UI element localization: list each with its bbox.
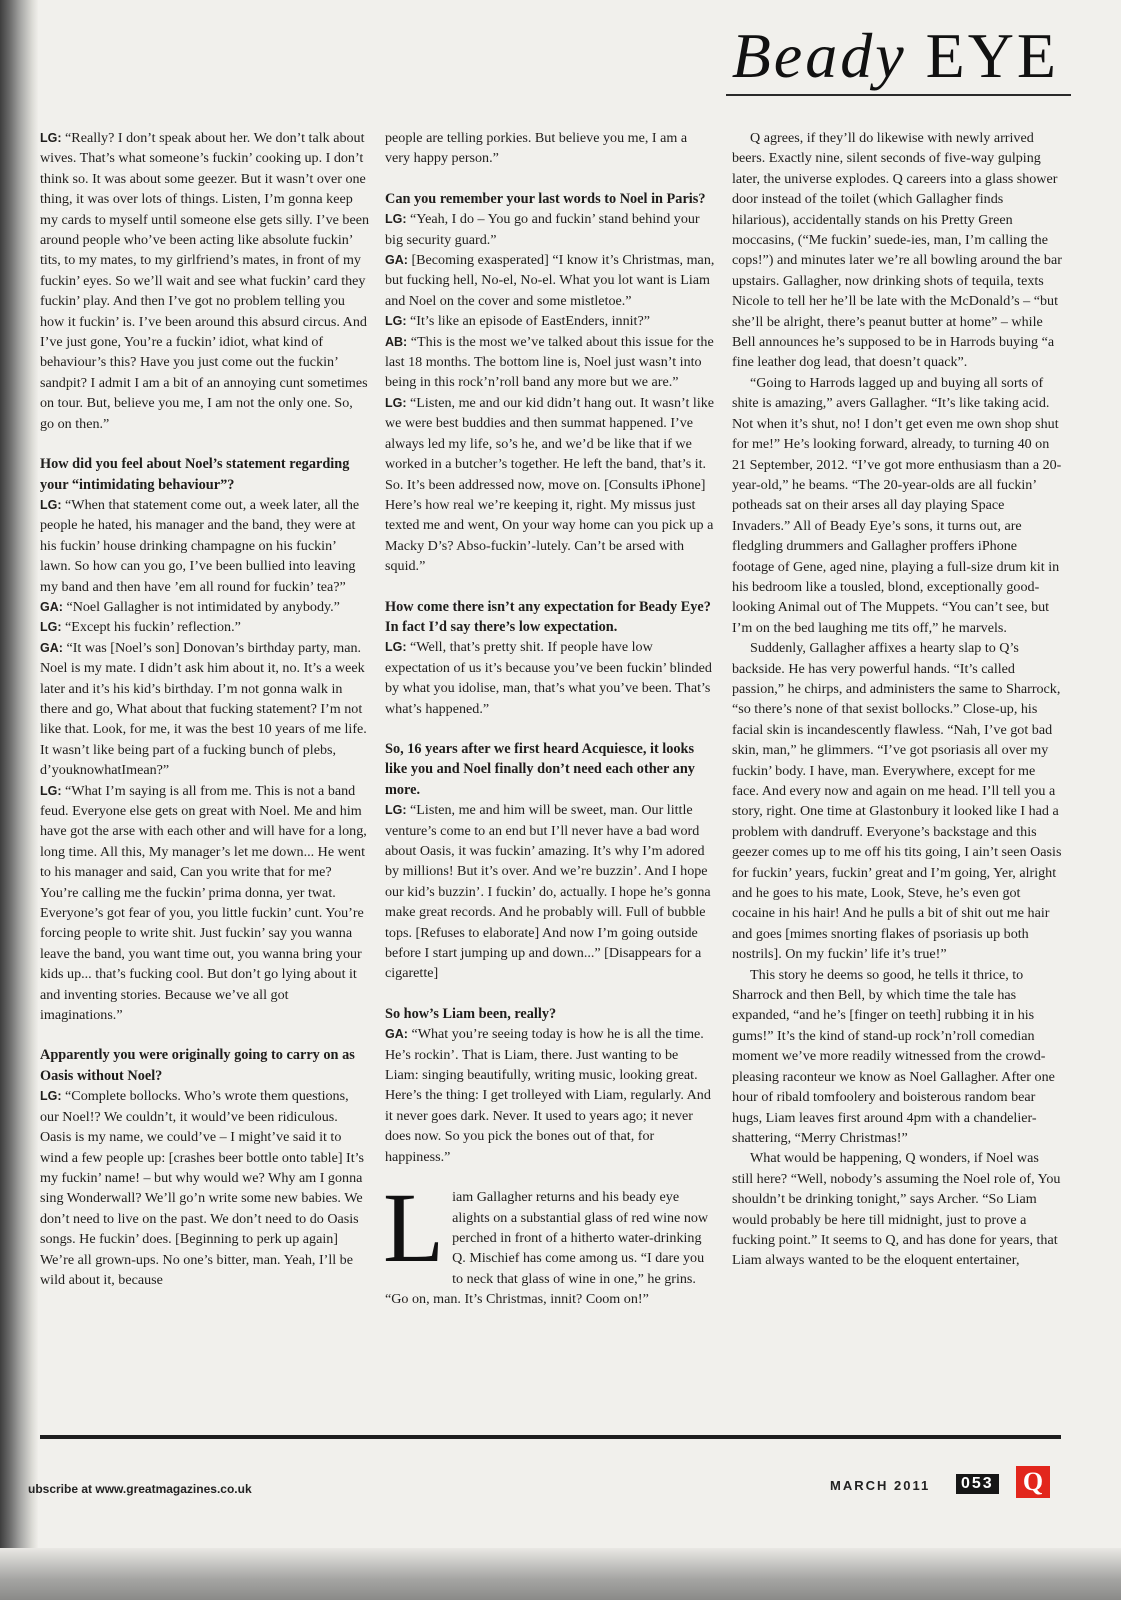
speaker-label: LG:: [385, 395, 407, 410]
article-column-3: [732, 128, 1062, 1271]
speaker-label: GA:: [385, 253, 408, 268]
narrative-paragraph: What would be happening, Q wonders, if Noel was still here? “Well, nobody’s assuming the Noel role of, You shouldn’t be drinking tonight,” says Archer. “So Liam would probably be here till midnight, just to prove a fucking point.” It seems to Q, and has done for years, that Liam always wanted to be the eloquent entertainer,: [732, 1150, 1061, 1269]
answer-text: “What you’re seeing today is how he is all the time. He’s rockin’. That is Liam, there. Just wanting to be Liam: singing beautifully, writing music, looking great. Here’s the thing: I get trolleyed with Liam, regularly. And it never goes dark. Never. It used to years ago; it never does now. So you pick the bones out of that, for happiness.”: [385, 1026, 711, 1165]
article-column-2: [385, 128, 715, 1310]
interview-answer: [385, 1024, 715, 1167]
interview-answer: [40, 495, 370, 597]
narrative-paragraph: “Going to Harrods lagged up and buying all sorts of shite is amazing,” avers Gallagher. “It’s like taking acid. Not when it’s shut, no! I don’t get even me own shop shut for me!” He’s looking forward, already, to turning 40 on 21 September, 2012. “I’ve got more enthusiasm than a 20-year-old,” he beams. “The 20-year-olds are all fuckin’ potheads sat on their arses all day playing Space Invaders.” All of Beady Eye’s sons, it turns out, are fledgling drummers and Gallagher proffers iPhone footage of Gene, aged nine, playing a full-size drum kit in his bedroom like a tousled, blond, exceptionally good-looking Animal out of The Muppets. “You can’t see, but I’m on the bed laughing me tits off,” he marvels.: [732, 374, 1062, 636]
interview-answer: [385, 209, 715, 250]
speaker-label: LG:: [40, 497, 62, 512]
answer-text: “Yeah, I do – You go and fuckin’ stand behind your big security guard.”: [385, 211, 700, 248]
paragraph-gap: [385, 719, 715, 739]
interview-answer: [385, 332, 715, 393]
section-title: [732, 20, 1059, 92]
speaker-label: GA:: [40, 599, 63, 614]
footer-rule: [40, 1435, 1061, 1439]
article-column-1: [40, 128, 370, 1290]
interview-answer: [40, 597, 370, 617]
answer-text: “When that statement come out, a week later, all the people he hated, his manager and the band, they were at his fuckin’ house drinking champagne on his fuckin’ lawn. So how can you go, I’ve been bullied into leaving my band and then have ’em all round for fuckin’ tea?”: [40, 496, 360, 595]
answer-text: “This is the most we’ve talked about this issue for the last 18 months. The bottom line is, Noel just wasn’t into being in this rock’n’roll band any more but we are.”: [385, 333, 714, 391]
interview-question: Apparently you were originally going to carry on as Oasis without Noel?: [40, 1047, 355, 1084]
interview-answer: [385, 311, 715, 331]
answer-text: “Really? I don’t speak about her. We don’t talk about wives. That’s what someone’s fuckin’ cooking up. I don’t think so. It was about some geezer. But it wasn’t over one thing, it was over lots of things. Listen, I’m gonna keep my cards to myself until someone else gets silly. I’ve been around people who’ve been acting like absolute fuckin’ tits, to my mates, to my girlfriend’s mates, in front of my fuckin’ eyes. So we’ll wait and see what fuckin’ card they fuckin’ play. And then I’ve got no problem telling you how it fuckin’ is. I’ve been around this absurd circus. And I’ve just gone, You’re a fuckin’ idiot, what kind of behaviour’s this? Have you just come out the fuckin’ sandpit? I admit I am a bit of an annoying cunt sometimes on tour. But, believe you me, I am not the only one. So, go on then.”: [40, 130, 370, 432]
answer-text: “Noel Gallagher is not intimidated by anybody.”: [62, 598, 340, 615]
speaker-label: LG:: [385, 212, 407, 227]
page-gutter-shadow: [0, 0, 38, 1600]
q-magazine-logo: Q: [1016, 1466, 1050, 1498]
speaker-label: LG:: [385, 640, 407, 655]
speaker-label: LG:: [40, 783, 62, 798]
interview-answer: [40, 638, 370, 781]
speaker-label: LG:: [385, 803, 407, 818]
answer-text: “Listen, me and our kid didn’t hang out. It wasn’t like we were best buddies and then summat happened. I’ve always led my life, so’s he, and we’d be like that if we worked in a butcher’s together. He left the band, that’s it. So. It’s been addressed now, move on. [Consults iPhone] Here’s how real we’re keeping it, right. My missus just texted me and went, On your way home can you pick up a Macky D’s? Abso-fuckin’-lutely. Can’t be arsed with squid.”: [385, 394, 715, 575]
drop-cap: L: [383, 1172, 445, 1284]
answer-text: “Complete bollocks. Who’s wrote them questions, our Noel!? We couldn’t, it would’ve been ridiculous. Oasis is my name, we could’ve – I might’ve said it to wind a few people up: [crashes beer bottle onto table] It’s my fuckin’ name! – but why would we? Why am I gonna sing Wonderwall? We’ll go’n write some new babies. We don’t need to live on the past. We don’t need to do Oasis songs. He fuckin’ does. [Beginning to perk up again] We’re all grown-ups. No one’s bitter, man. Yeah, I’ll be wild about it, because: [40, 1088, 365, 1288]
answer-text: [Becoming exasperated] “I know it’s Christmas, man, but fucking hell, No-el, No-el. What you lot want is Liam and Noel on the cover and some mistletoe.”: [385, 252, 715, 309]
interview-question: So, 16 years after we first heard Acquiesce, it looks like you and Noel finally don’t need each other any more.: [385, 740, 695, 798]
answer-continuation: people are telling porkies. But believe you me, I am a very happy person.”: [385, 130, 688, 167]
page-bottom-shadow: [0, 1548, 1121, 1600]
speaker-label: AB:: [385, 334, 408, 349]
narrative-paragraph: Suddenly, Gallagher affixes a hearty slap to Q’s backside. He has very powerful hands. “It’s called passion,” he chirps, and administers the same to Sharrock, “so there’s none of that sexist bollocks.” Close-up, his facial skin is incandescently flawless. “Nah, I’ve got bad skin, man,” he glimmers. “I’ve got psoriasis all over my fuckin’ body. I have, man. Everywhere, except for me face. And every now and again on me head. I’ll tell you a story, right. One time at Glastonbury it looked like I had a problem with dandruff. Everyone’s backstage and this geezer comes up to me off his tits going, I ain’t seen Oasis for fuckin’ years, fuckin’ great and I’m going, Yer, alright and he goes to his mate, Look, Steve, he’s even got cocaine in his hair! And he pulls a bit of shit out me hair and goes [mimes snorting flakes of psoriasis up both nostrils]. On my fuckin’ life it’s true!”: [732, 640, 1062, 963]
paragraph-gap: [40, 1025, 370, 1045]
speaker-label: LG:: [385, 314, 407, 329]
paragraph-gap: [385, 169, 715, 189]
speaker-label: LG:: [40, 620, 62, 635]
paragraph-gap: [385, 984, 715, 1004]
interview-answer: [385, 800, 715, 984]
narrative-paragraph: [383, 1172, 715, 1309]
speaker-label: LG:: [40, 131, 62, 145]
interview-answer: [385, 637, 715, 719]
interview-answer: [385, 393, 715, 577]
answer-text: “Listen, me and him will be sweet, man. Our little venture’s come to an end but I’ll never have a bad word about Oasis, it was fuckin’ amazing. It’s why I’m adored by millions! But it’s over. And we’re buzzin’. And I hope our kid’s buzzin’. I fuckin’ do, actually. I hope he’s gonna make great records. And he probably will. Full of bubble tops. [Refuses to elaborate] And now I’m going outside before I start jumping up and down...” [Disappears for a cigarette]: [385, 802, 711, 982]
interview-answer: [385, 250, 715, 311]
subscribe-link-text: ubscribe at www.greatmagazines.co.uk: [28, 1482, 252, 1496]
answer-text: “It’s like an episode of EastEnders, innit?”: [406, 313, 650, 330]
speaker-label: LG:: [40, 1089, 62, 1104]
speaker-label: GA:: [40, 640, 63, 655]
interview-question: How come there isn’t any expectation for Beady Eye? In fact I’d say there’s low expectation.: [385, 598, 711, 635]
interview-question: Can you remember your last words to Noel in Paris?: [385, 190, 706, 207]
issue-date: MARCH 2011: [830, 1478, 931, 1493]
section-title-eye: EYE: [925, 20, 1059, 91]
interview-question: So how’s Liam been, really?: [385, 1005, 557, 1022]
speaker-label: GA:: [385, 1027, 408, 1042]
paragraph-gap: [385, 577, 715, 597]
answer-text: “Well, that’s pretty shit. If people have low expectation of us it’s because you’ve been fuckin’ blinded by what you idolise, man, that’s what you’ve been. That’s what’s happened.”: [385, 639, 712, 717]
narrative-paragraph: Q agrees, if they’ll do likewise with newly arrived beers. Exactly nine, silent seconds of five-way gulping later, the universe explodes. Q careers into a glass shower door instead of the toilet (which Gallagher finds hilarious), accidentally stands on his Pretty Green moccasins, (“Me fuckin’ suede-ies, man, I’m calling the cops!”) and minutes later we’re all bowling around the bar upstairs. Gallagher, now drinking shots of tequila, texts Nicole to tell her he’ll be late with the McDonald’s – “but she’ll be alright, there’s peanut butter at home” – while Bell announces he’s supposed to be in Harrods buying “a fine leather dog lead, that doesn’t quack”.: [732, 130, 1062, 371]
answer-text: “Except his fuckin’ reflection.”: [61, 619, 241, 636]
interview-question: How did you feel about Noel’s statement regarding your “intimidating behaviour”?: [40, 456, 350, 493]
page-number: 053: [956, 1474, 999, 1494]
interview-answer: [40, 128, 370, 434]
interview-answer: [40, 781, 370, 1026]
answer-text: “It was [Noel’s son] Donovan’s birthday party, man. Noel is my mate. I didn’t ask him about it, no. It’s a week later and it’s his kid’s birthday. I’m not gonna walk in there and go, What about that fucking statement? I’m not like that. Look, for me, it was the best 10 years of me life. It wasn’t like being part of a fucking bunch of plebs, d’youknowhatImean?”: [40, 639, 367, 779]
answer-text: “What I’m saying is all from me. This is not a band feud. Everyone else gets on great with Noel. Me and him have got the arse with each other and will have for a long, long time. All this, My manager’s let me down... He went to his manager and said, Can you write that for me? You’re calling me the fuckin’ prima donna, yer twat. Everyone’s got fear of you, you little fuckin’ cunt. You’re forcing people to write shit. Just fuckin’ say you wanna leave the band, you want time out, you wanna bring your kids up... that’s fucking cool. But don’t go lying about it and inventing stories. Because we’ve all got imaginations.”: [40, 782, 367, 1024]
title-rule: [726, 94, 1071, 96]
paragraph-gap: [40, 434, 370, 454]
interview-answer: [40, 617, 370, 637]
section-title-beady: Beady: [731, 20, 907, 91]
narrative-paragraph: This story he deems so good, he tells it thrice, to Sharrock and then Bell, by which time the tale has expanded, “and he’s [finger on teeth] rubbing it in his gums!” It’s the kind of stand-up rock’n’roll comedian moment we’ve more readily witnessed from the crowd-pleasing raconteur we know as Noel Gallagher. After one hour of ribald tomfoolery and boisterous random bear hugs, Liam leaves first around 4pm with a chandelier-shattering, “Merry Christmas!”: [732, 966, 1055, 1146]
narrative-text: iam Gallagher returns and his beady eye alights on a substantial glass of red wine now perched in front of a hitherto water-drinking Q. Mischief has come among us. “I dare you to neck that glass of wine in one,” he grins. “Go on, man. It’s Christmas, innit? Coom on!”: [385, 1189, 709, 1308]
interview-answer: [40, 1086, 370, 1290]
